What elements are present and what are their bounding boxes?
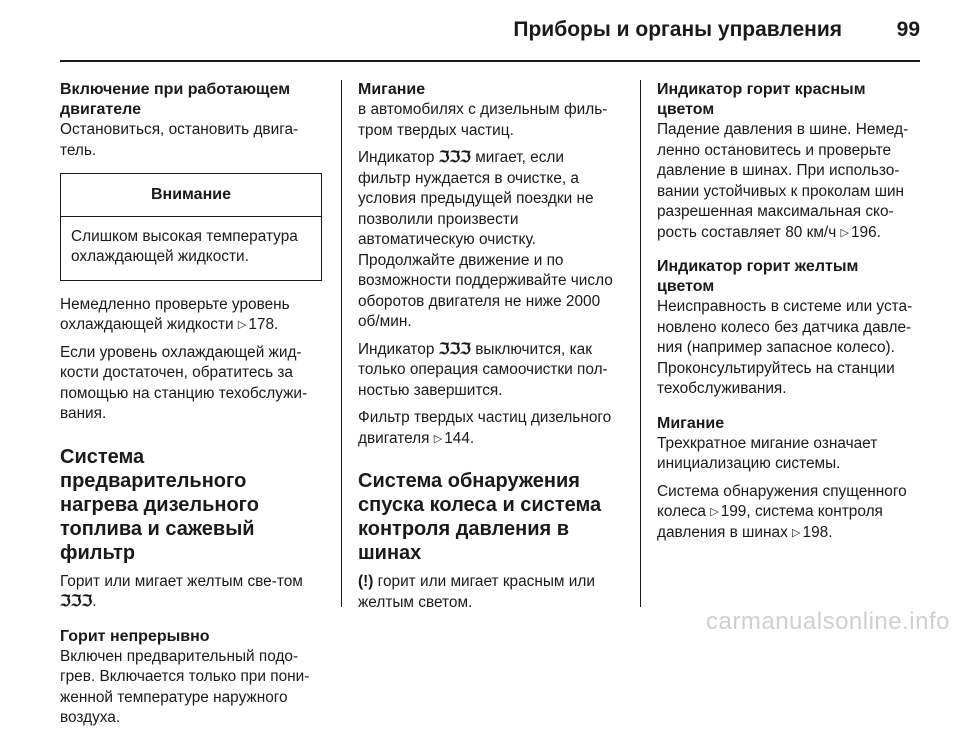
column-left [60,80,322,729]
paragraph-text: Горит или мигает желтым све-том [60,572,303,590]
page-reference[interactable]: 198. [802,523,833,541]
paragraph-text: горит или мигает красным или желтым светом. [358,573,595,611]
heading-tpms: Система обнаружения спуска колеса и система контроля давления в шинах [358,470,602,564]
paragraph-steady: Включен предварительный подо-грев. Включается только при пони-женной температуре наружного воздуха. [60,647,310,726]
column-divider-2 [640,80,641,607]
glow-plug-icon: ℑℑℑ [438,149,471,166]
paragraph-check-coolant [60,295,322,336]
paragraph-red [657,120,919,243]
page-header [0,0,960,62]
tire-pressure-icon: (!) [358,573,374,590]
paragraph-text: Индикатор [358,340,435,358]
reference-arrow-icon: ▷ [792,526,801,539]
header-divider [60,60,920,62]
heading-red: Индикатор горит красным цветом [657,81,866,118]
paragraph-text: Система обнаружения спущенного колеса [657,482,907,520]
paragraph-diesel: в автомобилях с дизельным филь-тром твердых частиц. [358,101,608,139]
paragraph-text: Индикатор [358,149,435,166]
warning-text: Слишком высокая температура охлаждающей жидкости. [71,227,298,265]
heading-yellow: Индикатор горит желтым цветом [657,258,859,295]
paragraph-text: . [92,593,97,610]
paragraph-glow [60,572,322,613]
reference-arrow-icon: ▷ [237,319,247,331]
reference-arrow-icon: ▷ [840,226,849,239]
reference-arrow-icon: ▷ [433,432,443,445]
paragraph-text: мигает, если фильтр нуждается в очистке, а условия предыдущей поездки не позволили произвести автоматическую очистку. Продолжайте движение и по возможности поддерживайте число оборотов двигателя не ниже 2000 об/мин. [358,149,613,330]
paragraph-tpms [358,572,620,613]
paragraph-stop: Остановиться, остановить двига-тель. [60,121,299,159]
heading-engine-running: Включение при работающем двигателе [60,81,291,118]
paragraph-indicator-off [358,340,620,402]
glow-plug-icon: ℑℑℑ [60,593,93,610]
page-reference[interactable]: 196. [850,223,881,241]
watermark: carmanualsonline.info [706,608,950,635]
paragraph-text: Падение давления в шине. Немед-ленно остановитесь и проверьте давление в шинах. При использо-вании устойчивых к проколам шин разрешенная максимальная ско-рость составляет 80 км/ч [657,121,909,241]
paragraph-level-ok: Если уровень охлаждающей жид-кости достаточен, обратитесь за помощью на станцию техобслужи-вания. [60,343,308,422]
heading-blink-right: Мигание [657,414,725,432]
column-middle [358,80,620,613]
page-number: 99 [896,18,920,41]
paragraph-text: Немедленно проверьте уровень охлаждающей жидкости [60,295,290,333]
paragraph-tpms-refs [657,482,919,544]
heading-preheat-system: Система предварительного нагрева дизельного топлива и сажевый фильтр [60,445,259,564]
paragraph-indicator-blink [358,148,620,333]
warning-box [60,173,322,281]
page-reference[interactable]: 144. [444,429,475,447]
column-right [657,80,919,543]
warning-title: Внимание [61,174,321,217]
page-reference[interactable]: 178. [248,316,279,333]
page-title: Приборы и органы управления [513,18,842,41]
paragraph-init: Трехкратное мигание означает инициализацию системы. [657,434,878,472]
paragraph-filter [358,408,620,449]
heading-steady: Горит непрерывно [60,627,210,645]
glow-plug-icon: ℑℑℑ [438,340,471,358]
heading-blink: Мигание [358,81,426,98]
page-reference[interactable]: 199, [720,503,751,520]
paragraph-text: система контроля давления в шинах [657,503,883,541]
paragraph-text: Фильтр твердых частиц дизельного двигателя [358,409,612,447]
paragraph-text: выключится, как только операция самоочистки пол-ностью завершится. [358,340,608,399]
column-divider-1 [341,80,342,607]
reference-arrow-icon: ▷ [710,506,719,518]
paragraph-yellow: Неисправность в системе или уста-новлено колесо без датчика давле-ния (например запасное колесо). Проконсультируйтесь на станции техобслуживания. [657,298,913,397]
